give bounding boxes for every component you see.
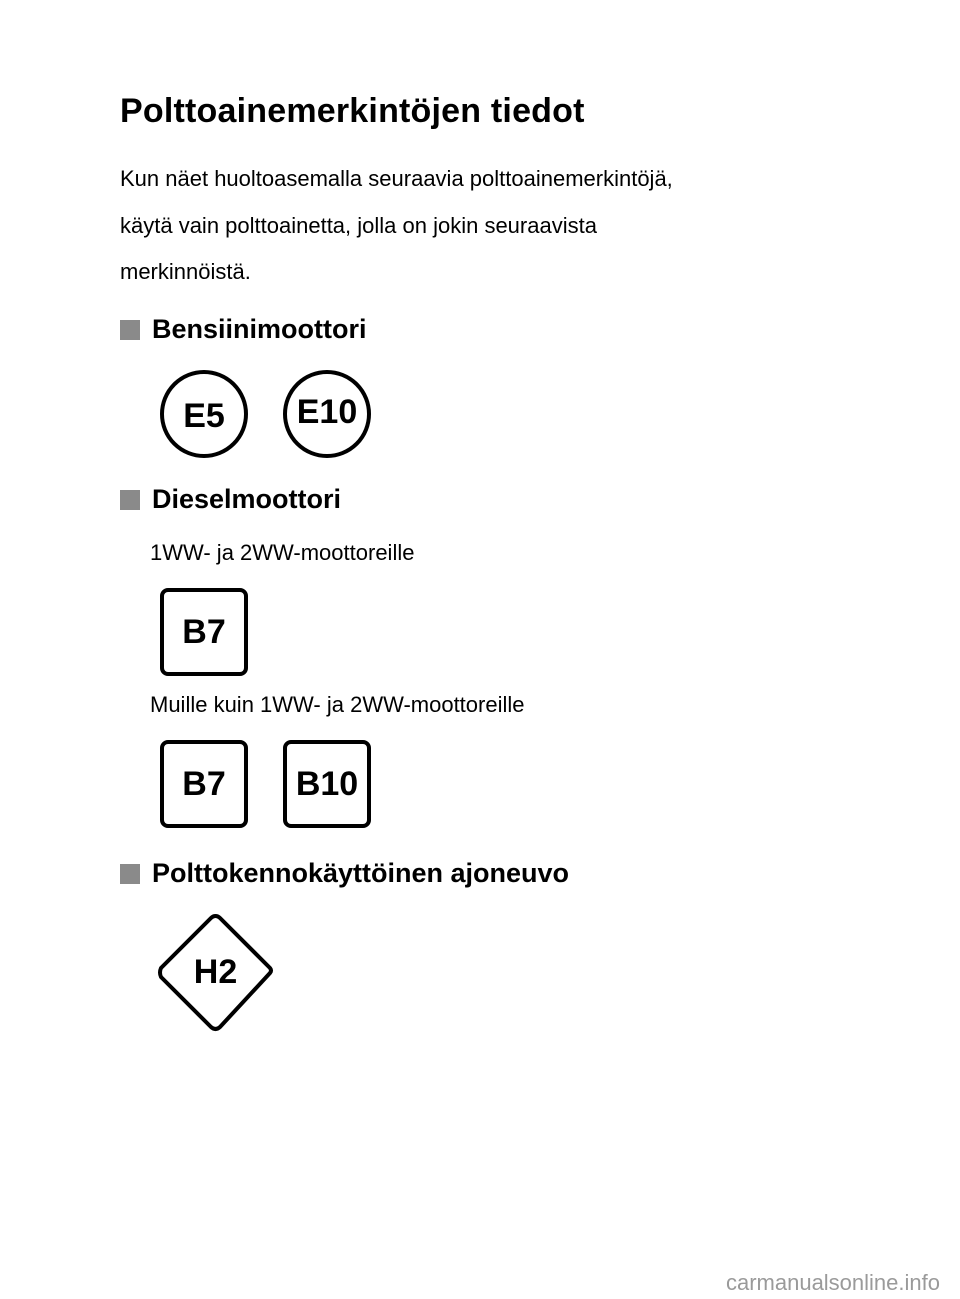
intro-line-2: käytä vain polttoainetta, jolla on jokin seuraavista xyxy=(120,213,597,238)
fuel-label-b7-square xyxy=(160,740,248,828)
fuel-label-text: H2 xyxy=(193,953,238,991)
section-title-fuelcell: Polttokennokäyttöinen ajoneuvo xyxy=(152,858,570,888)
section-diesel xyxy=(120,484,341,515)
fuel-label-b10-square xyxy=(283,740,371,828)
fuel-label-e5-circle xyxy=(160,370,248,458)
watermark: carmanualsonline.info xyxy=(725,1270,940,1295)
section-title-petrol: Bensiinimoottori xyxy=(152,314,367,344)
fuel-label-text: E10 xyxy=(296,392,358,431)
section-fuelcell xyxy=(120,858,569,889)
fuel-label-text: B7 xyxy=(182,612,226,651)
square-bullet-icon xyxy=(120,320,140,340)
square-bullet-icon xyxy=(120,864,140,884)
fuel-label-text: B7 xyxy=(182,764,226,803)
note-1ww-engines: 1WW- ja 2WW-moottoreille xyxy=(150,540,415,565)
fuel-label-b7-square xyxy=(160,588,248,676)
fuel-label-e10-circle xyxy=(283,370,371,458)
section-title-diesel: Dieselmoottori xyxy=(152,484,342,514)
section-petrol xyxy=(120,314,367,345)
fuel-label-h2-diamond xyxy=(155,912,276,1033)
intro-line-3: merkinnöistä. xyxy=(120,259,251,284)
fuel-label-text: B10 xyxy=(295,764,359,803)
intro-line-1: Kun näet huoltoasemalla seuraavia polttoainemerkintöjä, xyxy=(120,166,673,191)
square-bullet-icon xyxy=(120,490,140,510)
page-title: Polttoainemerkintöjen tiedot xyxy=(120,92,585,130)
note-other-engines: Muille kuin 1WW- ja 2WW-moottoreille xyxy=(150,692,525,717)
fuel-label-text: E5 xyxy=(183,396,225,435)
